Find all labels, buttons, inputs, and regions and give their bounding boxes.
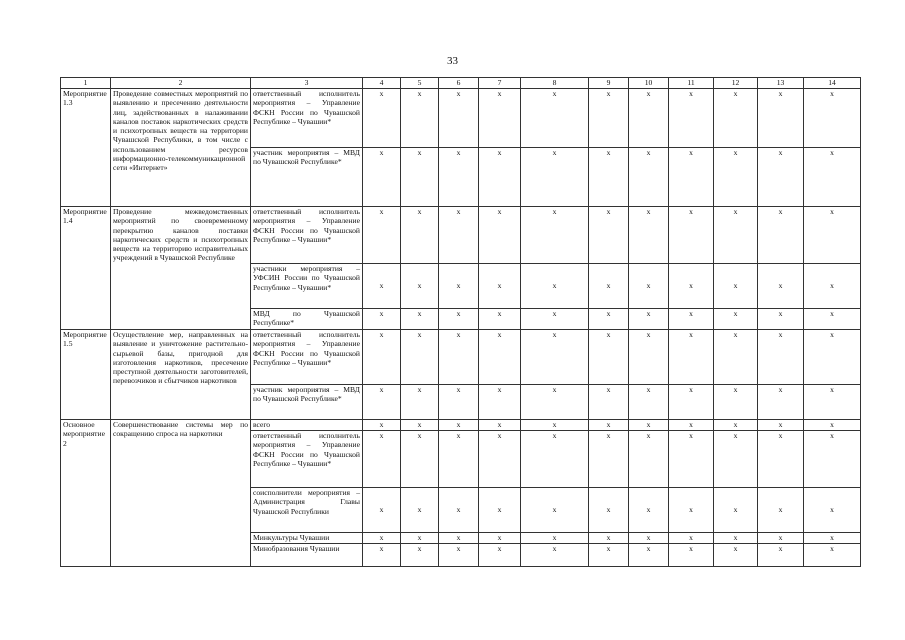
role-cell: всего [251,420,363,431]
activity-cell: Основное мероприятие 2 [61,420,111,567]
mark-cell: x [758,148,804,207]
mark-cell: x [758,533,804,544]
table-body [61,89,861,567]
mark-cell: x [439,309,479,330]
role-cell: ответственный исполнитель мероприятия – Управление ФСКН России по Чувашской Республике – Чувашии* [251,89,363,148]
mark-cell: x [363,89,401,148]
mark-cell: x [629,264,669,309]
mark-cell: x [669,309,714,330]
mark-cell: x [669,330,714,385]
role-cell: Минобразования Чувашии [251,544,363,567]
mark-cell: x [669,420,714,431]
mark-cell: x [589,544,629,567]
mark-cell: x [589,330,629,385]
mark-cell: x [401,309,439,330]
mark-cell: x [669,385,714,420]
mark-cell: x [401,533,439,544]
mark-cell: x [804,385,861,420]
mark-cell: x [714,148,758,207]
mark-cell: x [714,544,758,567]
mark-cell: x [479,89,521,148]
mark-cell: x [714,207,758,264]
mark-cell: x [521,533,589,544]
column-header: 14 [804,78,861,89]
mark-cell: x [521,544,589,567]
mark-cell: x [804,148,861,207]
mark-cell: x [714,89,758,148]
page-number: 33 [447,55,458,67]
mark-cell: x [629,207,669,264]
mark-cell: x [363,330,401,385]
mark-cell: x [629,330,669,385]
mark-cell: x [669,89,714,148]
mark-cell: x [629,89,669,148]
description-cell: Проведение межведомственных мероприятий по своевременному перекрытию каналов поставки наркотических средств и психотропных веществ на территорию исправительных учреждений в Чувашской Республике [111,207,251,330]
mark-cell: x [804,264,861,309]
mark-cell: x [714,385,758,420]
mark-cell: x [589,207,629,264]
mark-cell: x [669,533,714,544]
description-cell: Проведение совместных мероприятий по выявлению и пресечению деятельности лиц, задействованных в налаживании каналов поставок наркотических средств и психотропных веществ на территории Чувашской Республики, в том числе с использованием ресурсов информационно-телекоммуникационной сети «Интернет» [111,89,251,207]
role-cell: участник мероприятия – МВД по Чувашской Республике* [251,148,363,207]
role-cell: соисполнители мероприятия – Администрация Главы Чувашской Республики [251,488,363,533]
mark-cell: x [363,420,401,431]
mark-cell: x [521,89,589,148]
mark-cell: x [439,431,479,488]
mark-cell: x [521,309,589,330]
mark-cell: x [479,544,521,567]
mark-cell: x [589,385,629,420]
mark-cell: x [479,431,521,488]
table-row [61,420,861,431]
mark-cell: x [669,264,714,309]
role-cell: ответственный исполнитель мероприятия – Управление ФСКН России по Чувашской Республике – Чувашии* [251,207,363,264]
program-table [60,77,861,567]
mark-cell: x [758,420,804,431]
mark-cell: x [669,488,714,533]
mark-cell: x [758,330,804,385]
mark-cell: x [363,207,401,264]
mark-cell: x [401,207,439,264]
mark-cell: x [758,544,804,567]
column-header: 2 [111,78,251,89]
mark-cell: x [401,264,439,309]
mark-cell: x [439,544,479,567]
role-cell: ответственный исполнитель мероприятия – Управление ФСКН России по Чувашской Республике – Чувашии* [251,330,363,385]
column-header: 9 [589,78,629,89]
mark-cell: x [439,533,479,544]
mark-cell: x [758,309,804,330]
column-header: 11 [669,78,714,89]
mark-cell: x [521,431,589,488]
column-header: 3 [251,78,363,89]
mark-cell: x [714,264,758,309]
mark-cell: x [589,431,629,488]
role-cell: ответственный исполнитель мероприятия – Управление ФСКН России по Чувашской Республике – Чувашии* [251,431,363,488]
mark-cell: x [758,385,804,420]
column-header: 4 [363,78,401,89]
mark-cell: x [479,264,521,309]
mark-cell: x [804,89,861,148]
mark-cell: x [479,309,521,330]
description-cell: Совершенствование системы мер по сокращению спроса на наркотики [111,420,251,567]
mark-cell: x [521,385,589,420]
mark-cell: x [479,420,521,431]
mark-cell: x [589,89,629,148]
mark-cell: x [401,330,439,385]
mark-cell: x [714,420,758,431]
mark-cell: x [401,148,439,207]
mark-cell: x [439,488,479,533]
mark-cell: x [363,385,401,420]
mark-cell: x [439,420,479,431]
mark-cell: x [439,385,479,420]
mark-cell: x [363,488,401,533]
mark-cell: x [439,89,479,148]
table-row [61,207,861,264]
mark-cell: x [363,264,401,309]
mark-cell: x [804,420,861,431]
mark-cell: x [669,148,714,207]
mark-cell: x [804,544,861,567]
mark-cell: x [363,533,401,544]
mark-cell: x [479,330,521,385]
mark-cell: x [669,544,714,567]
mark-cell: x [479,207,521,264]
mark-cell: x [521,148,589,207]
mark-cell: x [589,148,629,207]
mark-cell: x [804,309,861,330]
mark-cell: x [479,148,521,207]
mark-cell: x [521,488,589,533]
mark-cell: x [714,309,758,330]
mark-cell: x [804,488,861,533]
column-header: 1 [61,78,111,89]
table-row [61,89,861,148]
description-cell: Осуществление мер, направленных на выявление и уничтожение растительно-сырьевой базы, пригодной для изготовления наркотиков, пресечение преступной деятельности заготовителей, перевозчиков и сбытчиков наркотиков [111,330,251,420]
mark-cell: x [401,544,439,567]
mark-cell: x [629,533,669,544]
mark-cell: x [758,264,804,309]
mark-cell: x [401,488,439,533]
mark-cell: x [758,431,804,488]
column-header: 6 [439,78,479,89]
table-row [61,330,861,385]
activity-cell: Мероприятие 1.3 [61,89,111,207]
mark-cell: x [439,264,479,309]
column-header: 5 [401,78,439,89]
mark-cell: x [439,148,479,207]
mark-cell: x [589,264,629,309]
mark-cell: x [589,488,629,533]
mark-cell: x [363,544,401,567]
mark-cell: x [629,488,669,533]
mark-cell: x [401,89,439,148]
mark-cell: x [804,330,861,385]
mark-cell: x [714,533,758,544]
mark-cell: x [804,533,861,544]
mark-cell: x [669,207,714,264]
mark-cell: x [629,431,669,488]
mark-cell: x [363,148,401,207]
mark-cell: x [401,385,439,420]
mark-cell: x [401,420,439,431]
column-header: 13 [758,78,804,89]
mark-cell: x [439,330,479,385]
mark-cell: x [521,264,589,309]
mark-cell: x [479,533,521,544]
mark-cell: x [669,431,714,488]
column-header: 10 [629,78,669,89]
role-cell: МВД по Чувашской Республике* [251,309,363,330]
mark-cell: x [363,431,401,488]
mark-cell: x [439,207,479,264]
mark-cell: x [714,330,758,385]
column-header: 8 [521,78,589,89]
mark-cell: x [629,309,669,330]
column-header: 12 [714,78,758,89]
mark-cell: x [401,431,439,488]
role-cell: Минкультуры Чувашии [251,533,363,544]
mark-cell: x [758,207,804,264]
mark-cell: x [479,385,521,420]
mark-cell: x [758,488,804,533]
mark-cell: x [521,420,589,431]
mark-cell: x [589,420,629,431]
mark-cell: x [804,207,861,264]
activity-cell: Мероприятие 1.4 [61,207,111,330]
mark-cell: х [521,207,589,264]
mark-cell: x [629,420,669,431]
mark-cell: x [589,533,629,544]
role-cell: участники мероприятия – УФСИН России по Чувашской Республике – Чувашии* [251,264,363,309]
mark-cell: x [714,488,758,533]
mark-cell: x [629,385,669,420]
mark-cell: x [589,309,629,330]
role-cell: участник мероприятия – МВД по Чувашской Республике* [251,385,363,420]
mark-cell: x [714,431,758,488]
mark-cell: x [629,148,669,207]
mark-cell: x [629,544,669,567]
header-row [61,78,861,89]
mark-cell: x [363,309,401,330]
mark-cell: x [521,330,589,385]
mark-cell: x [479,488,521,533]
mark-cell: x [758,89,804,148]
activity-cell: Мероприятие 1.5 [61,330,111,420]
column-header: 7 [479,78,521,89]
mark-cell: x [804,431,861,488]
